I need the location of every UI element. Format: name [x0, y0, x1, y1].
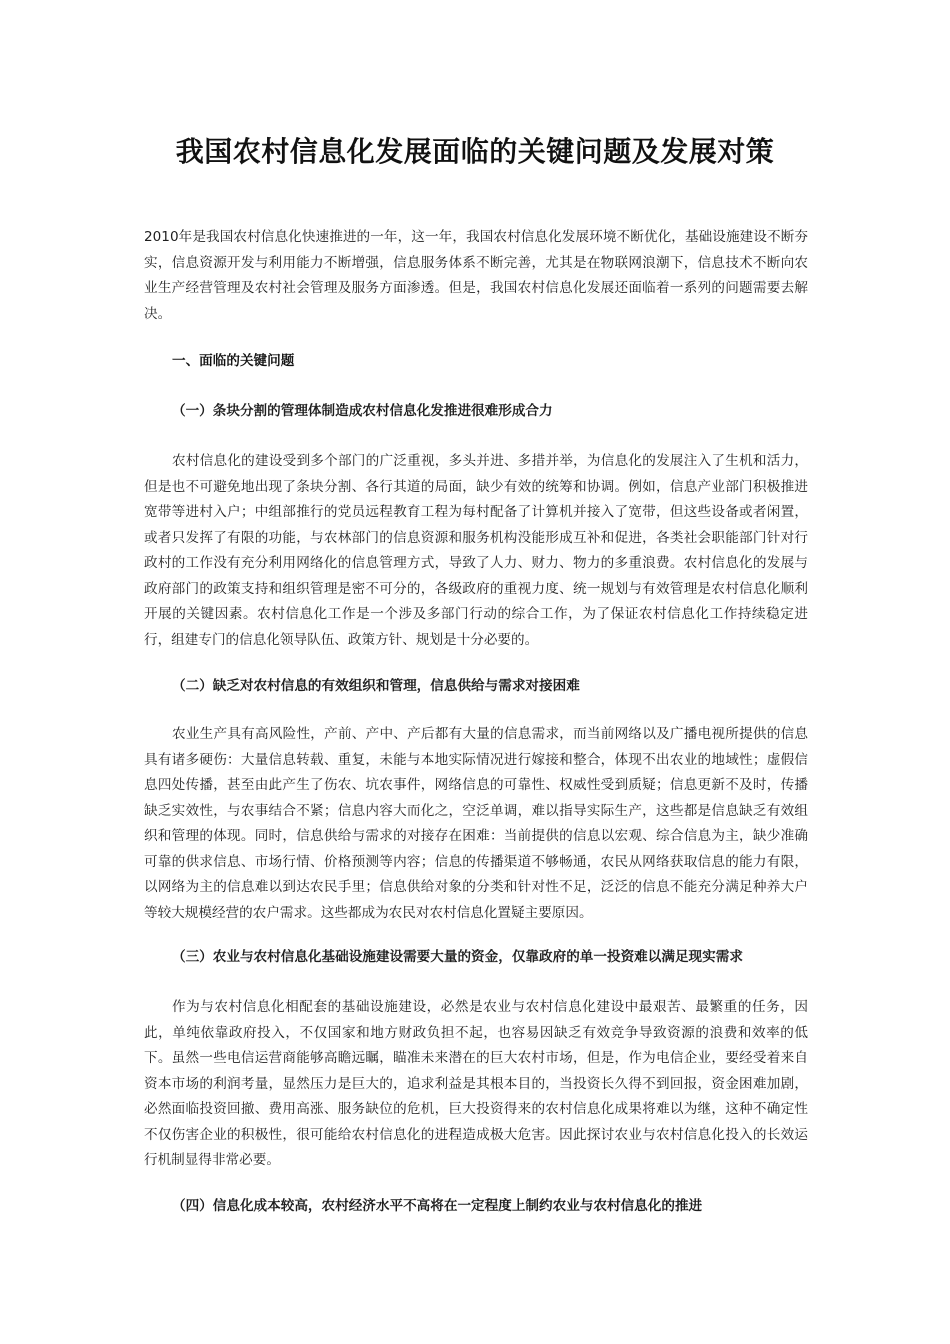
- subsection-body-3: 作为与农村信息化相配套的基础设施建设，必然是农业与农村信息化建设中最艰苦、最繁重的任务，因此，单纯依靠政府投入，不仅国家和地方财政负担不起，也容易因缺乏有效竞争导致资源的浪费和效率的低下。虽然一些电信运营商能够高瞻远瞩，瞄准未来潜在的巨大农村市场，但是，作为电信企业，要经受着来自资本市场的利润考量，显然压力是巨大的，追求利益是其根本目的，当投资长久得不到回报，资金困难加剧，必然面临投资回撤、费用高涨、服务缺位的危机，巨大投资得来的农村信息化成果将难以为继，这种不确定性不仅伤害企业的积极性，很可能给农村信息化的进程造成极大危害。因此探讨农业与农村信息化投入的长效运行机制显得非常必要。: [144, 999, 808, 1168]
- subsection-body-1: 农村信息化的建设受到多个部门的广泛重视，多头并进、多措并举，为信息化的发展注入了生机和活力，但是也不可避免地出现了条块分割、各行其道的局面，缺少有效的统筹和协调。例如，信息产业部门积极推进宽带等进村入户；中组部推行的党员远程教育工程为每村配备了计算机并接入了宽带，但这些设备或者闲置，或者只发挥了有限的功能，与农林部门的信息资源和服务机构没能形成互补和促进，各类社会职能部门针对行政村的工作没有充分利用网络化的信息管理方式，导致了人力、财力、物力的多重浪费。农村信息化的发展与政府部门的政策支持和组织管理是密不可分的，各级政府的重视力度、统一规划与有效管理是农村信息化顺利开展的关键因素。农村信息化工作是一个涉及多部门行动的综合工作，为了保证农村信息化工作持续稳定进行，组建专门的信息化领导队伍、政策方针、规划是十分必要的。: [144, 453, 808, 648]
- subsection-body-2: 农业生产具有高风险性，产前、产中、产后都有大量的信息需求，而当前网络以及广播电视所提供的信息具有诸多硬伤：大量信息转载、重复，未能与本地实际情况进行嫁接和整合，体现不出农业的地域性；虚假信息四处传播，甚至由此产生了伤农、坑农事件，网络信息的可靠性、权威性受到质疑；信息更新不及时，传播缺乏实效性，与农事结合不紧；信息内容大而化之，空泛单调，难以指导实际生产，这些都是信息缺乏有效组织和管理的体现。同时，信息供给与需求的对接存在困难：当前提供的信息以宏观、综合信息为主，缺少准确可靠的供求信息、市场行情、价格预测等内容；信息的传播渠道不够畅通，农民从网络获取信息的能力有限，以网络为主的信息难以到达农民手里；信息供给对象的分类和针对性不足，泛泛的信息不能充分满足种养大户等较大规模经营的农户需求。这些都成为农民对农村信息化置疑主要原因。: [144, 726, 808, 921]
- intro-paragraph: 2010年是我国农村信息化快速推进的一年，这一年，我国农村信息化发展环境不断优化，基础设施建设不断夯实，信息资源开发与利用能力不断增强，信息服务体系不断完善，尤其是在物联网浪潮下，信息技术不断向农业生产经营管理及农村社会管理及服务方面渗透。但是，我国农村信息化发展还面临着一系列的问题需要去解决。: [144, 229, 808, 322]
- subsection-heading-2: （二）缺乏对农村信息的有效组织和管理，信息供给与需求对接困难: [172, 678, 580, 694]
- subsection-heading-1: （一）条块分割的管理体制造成农村信息化发推进很难形成合力: [172, 403, 553, 419]
- subsection-heading-3: （三）农业与农村信息化基础设施建设需要大量的资金，仅靠政府的单一投资难以满足现实需求: [172, 949, 743, 965]
- document-title: 我国农村信息化发展面临的关键问题及发展对策: [175, 135, 775, 168]
- section-heading: 一、面临的关键问题: [172, 353, 295, 369]
- subsection-heading-4: （四）信息化成本较高，农村经济水平不高将在一定程度上制约农业与农村信息化的推进: [172, 1198, 703, 1214]
